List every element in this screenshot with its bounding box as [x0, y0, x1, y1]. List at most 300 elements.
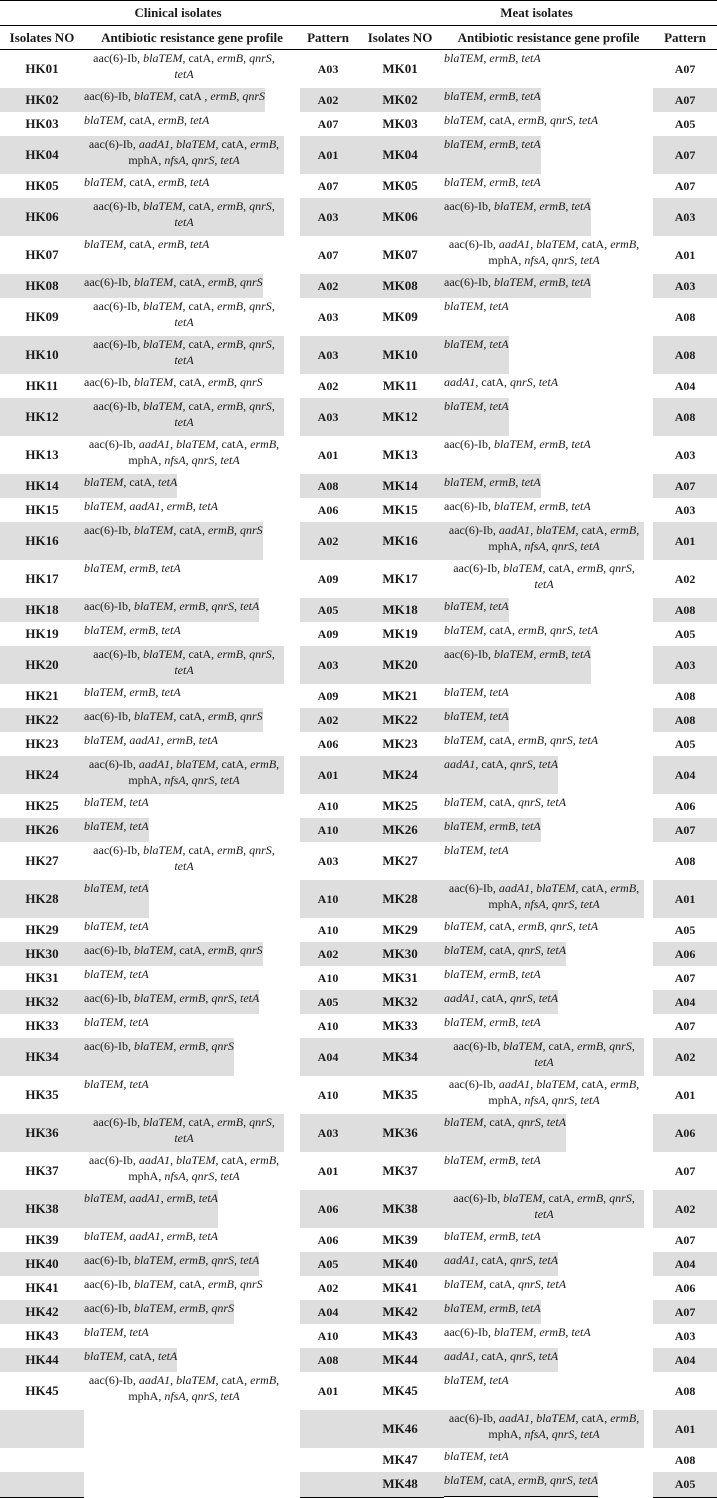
- table-row: [0, 436, 717, 474]
- clinical-gene-profile-text: aac(6)-Ib, blaTEM, catA, ermB, qnrS: [84, 1277, 263, 1291]
- meat-gene-profile: [444, 174, 541, 198]
- clinical-pattern: A05: [300, 1252, 356, 1276]
- meat-pattern: A01: [674, 248, 696, 262]
- clinical-gene-profile-text: blaTEM, tetA: [84, 795, 149, 809]
- meat-gene-profile-text: blaTEM, catA, qnrS, tetA: [444, 943, 567, 957]
- clinical-pattern: A04: [300, 1300, 356, 1324]
- clinical-pattern: A01: [300, 136, 356, 174]
- clinical-isolate-id: HK02: [0, 88, 84, 112]
- clinical-isolate-id: HK15: [25, 502, 59, 517]
- meat-pattern: A04: [653, 756, 717, 794]
- clinical-gene-profile-text: blaTEM, ermB, tetA: [84, 561, 181, 575]
- meat-gene-profile-text: blaTEM, tetA: [444, 299, 509, 313]
- meat-gene-profile: [444, 1252, 558, 1276]
- clinical-gene-profile: [84, 732, 218, 756]
- clinical-pattern: A02: [300, 708, 356, 732]
- clinical-isolate-id: HK23: [25, 736, 59, 751]
- meat-gene-profile-text: aac(6)-Ib, aadA1, blaTEM, catA, ermB, mphA, nfsA, qnrS, tetA: [448, 523, 640, 553]
- clinical-pattern: A03: [300, 398, 356, 436]
- meat-gene-profile: [444, 622, 598, 646]
- meat-isolate-id: MK14: [356, 474, 444, 498]
- clinical-pattern: [300, 1410, 356, 1448]
- table-row: [0, 298, 717, 336]
- clinical-gene-profile: [84, 136, 284, 174]
- clinical-gene-profile: [84, 1076, 149, 1114]
- clinical-isolate-id: HK38: [0, 1190, 84, 1228]
- clinical-gene-profile: [84, 818, 149, 842]
- clinical-isolate-id: HK07: [25, 247, 59, 262]
- meat-gene-profile: [444, 50, 541, 88]
- clinical-gene-profile: [84, 1252, 259, 1276]
- meat-gene-profile: [444, 274, 591, 298]
- meat-pattern: A06: [653, 1114, 717, 1152]
- table-row: [0, 918, 717, 942]
- meat-isolate-id: MK43: [382, 1328, 418, 1343]
- meat-pattern: A06: [674, 1281, 696, 1295]
- meat-isolate-id: MK07: [382, 247, 418, 262]
- table-row: [0, 1190, 717, 1228]
- table-row: [0, 942, 717, 966]
- clinical-gene-profile: [84, 522, 263, 560]
- clinical-gene-profile: [84, 942, 263, 966]
- meat-isolate-id: MK19: [382, 626, 418, 641]
- clinical-gene-profile-text: aac(6)-Ib, blaTEM, catA , ermB, qnrS: [84, 89, 265, 103]
- clinical-pattern: [300, 1472, 356, 1497]
- clinical-gene-profile-text: aac(6)-Ib, blaTEM, catA, ermB, qnrS, tetA: [93, 299, 275, 329]
- meat-pattern: A08: [653, 708, 717, 732]
- meat-isolate-id: MK29: [382, 922, 418, 937]
- clinical-gene-profile: [84, 646, 284, 684]
- table-row: [0, 112, 717, 136]
- clinical-pattern: A10: [317, 1088, 339, 1102]
- meat-isolate-id: MK44: [356, 1348, 444, 1372]
- meat-pattern: A07: [674, 1164, 696, 1178]
- clinical-isolate-id: HK01: [25, 61, 59, 76]
- meat-isolate-id: MK03: [382, 116, 418, 131]
- clinical-gene-profile: [84, 1190, 218, 1228]
- meat-isolate-id: MK15: [382, 502, 418, 517]
- meat-gene-profile-text: blaTEM, catA, ermB, qnrS, tetA: [444, 623, 599, 637]
- clinical-gene-profile-text: aac(6)-Ib, blaTEM, ermB, qnrS, tetA: [84, 1253, 260, 1267]
- clinical-isolate-id: HK05: [25, 178, 59, 193]
- clinical-isolate-id: HK16: [0, 522, 84, 560]
- clinical-pattern: A02: [317, 379, 339, 393]
- meat-gene-profile: [444, 1076, 644, 1114]
- meat-gene-profile-text: blaTEM, ermB, tetA: [444, 1015, 541, 1029]
- meat-pattern: A05: [674, 117, 696, 131]
- meat-isolate-id: MK26: [356, 818, 444, 842]
- meat-gene-profile-text: aac(6)-Ib, blaTEM, catA, ermB, qnrS, tetA: [453, 561, 635, 591]
- table-row: [0, 88, 717, 112]
- clinical-isolate-id: HK19: [25, 626, 59, 641]
- clinical-gene-profile-text: blaTEM, tetA: [84, 881, 149, 895]
- clinical-pattern: A10: [317, 923, 339, 937]
- clinical-gene-profile: [84, 436, 284, 474]
- meat-pattern: A02: [674, 572, 696, 586]
- clinical-gene-profile: [84, 1014, 149, 1038]
- clinical-gene-profile-text: blaTEM, tetA: [84, 919, 149, 933]
- meat-pattern: A07: [653, 136, 717, 174]
- clinical-pattern: A08: [300, 474, 356, 498]
- clinical-gene-profile-text: aac(6)-Ib, blaTEM, ermB, qnrS: [84, 1039, 234, 1053]
- clinical-gene-profile: [84, 842, 284, 880]
- clinical-gene-profile-text: blaTEM, tetA: [84, 1325, 149, 1339]
- clinical-isolate-id: [0, 1410, 84, 1448]
- clinical-isolate-id: [0, 1472, 84, 1497]
- table-row: [0, 1114, 717, 1152]
- meat-gene-profile: [444, 1300, 541, 1324]
- meat-gene-profile: [444, 1410, 644, 1448]
- clinical-isolate-id: HK33: [25, 1018, 59, 1033]
- meat-pattern: A08: [653, 598, 717, 622]
- meat-isolate-id: MK31: [382, 970, 418, 985]
- meat-pattern: A04: [674, 379, 696, 393]
- meat-pattern: A05: [653, 1472, 717, 1497]
- clinical-isolate-id: HK22: [0, 708, 84, 732]
- clinical-gene-profile: [84, 1324, 149, 1348]
- column-header-meat-gene-profile: Antibiotic resistance gene profile: [444, 26, 653, 50]
- clinical-isolate-id: HK39: [25, 1232, 59, 1247]
- meat-gene-profile: [444, 942, 566, 966]
- clinical-pattern: A10: [317, 799, 339, 813]
- meat-pattern: A07: [674, 971, 696, 985]
- meat-isolates-header: Meat isolates: [356, 1, 717, 26]
- meat-gene-profile-text: blaTEM, ermB, tetA: [444, 1153, 541, 1167]
- clinical-gene-profile-text: blaTEM, catA, ermB, tetA: [84, 237, 210, 251]
- meat-isolate-id: MK08: [356, 274, 444, 298]
- meat-gene-profile-text: aac(6)-Ib, aadA1, blaTEM, catA, ermB, mphA, nfsA, qnrS, tetA: [448, 1411, 640, 1441]
- clinical-gene-profile-text: blaTEM, catA, tetA: [84, 475, 178, 489]
- meat-gene-profile-text: aac(6)-Ib, blaTEM, ermB, tetA: [444, 647, 591, 661]
- meat-gene-profile: [444, 1324, 591, 1348]
- meat-gene-profile: [444, 646, 591, 684]
- clinical-isolate-id: HK10: [0, 336, 84, 374]
- meat-gene-profile-text: blaTEM, ermB, tetA: [444, 1301, 541, 1315]
- clinical-gene-profile: [84, 708, 263, 732]
- meat-gene-profile-text: aac(6)-Ib, blaTEM, ermB, tetA: [444, 199, 591, 213]
- clinical-gene-profile: [84, 1372, 284, 1410]
- clinical-pattern: A02: [300, 88, 356, 112]
- column-header-clinical-isolate-no: Isolates NO: [0, 26, 84, 50]
- clinical-pattern: A10: [317, 1329, 339, 1343]
- meat-gene-profile-text: blaTEM, catA, qnrS, tetA: [444, 795, 567, 809]
- clinical-isolate-id: HK06: [0, 198, 84, 236]
- clinical-gene-profile-text: blaTEM, aadA1, ermB, tetA: [84, 1229, 219, 1243]
- meat-gene-profile-text: aadA1, catA, qnrS, tetA: [444, 991, 559, 1005]
- meat-gene-profile: [444, 708, 509, 732]
- meat-gene-profile: [444, 990, 558, 1014]
- meat-gene-profile-text: aac(6)-Ib, blaTEM, catA, ermB, qnrS, tetA: [453, 1191, 635, 1221]
- meat-gene-profile: [444, 1114, 566, 1152]
- meat-pattern: A01: [674, 1088, 696, 1102]
- table-row: [0, 756, 717, 794]
- clinical-gene-profile-text: blaTEM, aadA1, ermB, tetA: [84, 1191, 219, 1205]
- clinical-gene-profile-text: aac(6)-Ib, aadA1, blaTEM, catA, ermB, mphA, nfsA, qnrS, tetA: [88, 1153, 280, 1183]
- clinical-gene-profile: [84, 174, 209, 198]
- meat-pattern: A06: [653, 942, 717, 966]
- column-header-clinical-pattern: Pattern: [300, 26, 356, 50]
- clinical-pattern: A02: [300, 522, 356, 560]
- meat-gene-profile-text: blaTEM, catA, qnrS, tetA: [444, 1277, 567, 1291]
- meat-gene-profile: [444, 474, 541, 498]
- clinical-isolate-id: HK26: [0, 818, 84, 842]
- table-row: [0, 398, 717, 436]
- meat-gene-profile: [444, 374, 558, 398]
- clinical-gene-profile: [84, 398, 284, 436]
- clinical-isolate-id: HK43: [25, 1328, 59, 1343]
- meat-pattern: A05: [674, 923, 696, 937]
- clinical-pattern: A01: [300, 756, 356, 794]
- meat-pattern: A03: [653, 198, 717, 236]
- clinical-isolate-id: HK12: [0, 398, 84, 436]
- meat-gene-profile-text: aadA1, catA, qnrS, tetA: [444, 375, 559, 389]
- table-row: [0, 732, 717, 756]
- clinical-isolate-id: HK25: [25, 798, 59, 813]
- meat-pattern: A02: [653, 1190, 717, 1228]
- clinical-pattern: A09: [317, 627, 339, 641]
- meat-pattern: A03: [653, 646, 717, 684]
- meat-pattern: A08: [674, 310, 696, 324]
- meat-gene-profile-text: aac(6)-Ib, blaTEM, ermB, tetA: [444, 437, 591, 451]
- table-row: [0, 1410, 717, 1448]
- clinical-isolate-id: HK29: [25, 922, 59, 937]
- clinical-gene-profile: [84, 560, 181, 598]
- meat-isolate-id: MK33: [382, 1018, 418, 1033]
- clinical-isolate-id: HK17: [25, 571, 59, 586]
- clinical-pattern: A03: [317, 310, 339, 324]
- clinical-gene-profile-text: blaTEM, tetA: [84, 967, 149, 981]
- clinical-gene-profile: [84, 598, 259, 622]
- table-row: [0, 646, 717, 684]
- clinical-gene-profile: [84, 1348, 177, 1372]
- column-header-meat-isolate-no: Isolates NO: [356, 26, 444, 50]
- table-row: [0, 1014, 717, 1038]
- clinical-gene-profile-text: blaTEM, ermB, tetA: [84, 623, 181, 637]
- meat-gene-profile-text: blaTEM, ermB, tetA: [444, 1229, 541, 1243]
- meat-isolate-id: MK10: [356, 336, 444, 374]
- meat-isolate-id: MK12: [356, 398, 444, 436]
- meat-gene-profile: [444, 298, 509, 336]
- meat-gene-profile-text: blaTEM, ermB, tetA: [444, 175, 541, 189]
- meat-isolate-id: MK01: [382, 61, 418, 76]
- meat-isolate-id: MK24: [356, 756, 444, 794]
- clinical-pattern: A07: [317, 117, 339, 131]
- meat-gene-profile: [444, 794, 566, 818]
- meat-pattern: A01: [653, 1410, 717, 1448]
- clinical-isolate-id: HK30: [0, 942, 84, 966]
- meat-pattern: A04: [653, 1252, 717, 1276]
- table-row: [0, 1152, 717, 1190]
- clinical-gene-profile-text: aac(6)-Ib, aadA1, blaTEM, catA, ermB, mphA, nfsA, qnrS, tetA: [88, 757, 280, 787]
- clinical-gene-profile: [84, 336, 284, 374]
- table-row: [0, 374, 717, 398]
- meat-pattern: A03: [674, 503, 696, 517]
- meat-isolate-id: MK11: [382, 378, 418, 393]
- clinical-gene-profile: [84, 236, 209, 274]
- meat-isolate-id: MK23: [382, 736, 418, 751]
- meat-pattern: A06: [674, 799, 696, 813]
- meat-isolate-id: MK32: [356, 990, 444, 1014]
- meat-gene-profile: [444, 1372, 509, 1410]
- meat-isolate-id: MK28: [356, 880, 444, 918]
- clinical-isolate-id: HK34: [0, 1038, 84, 1076]
- table-row: [0, 1324, 717, 1348]
- meat-isolate-id: MK36: [356, 1114, 444, 1152]
- table-row: [0, 1448, 717, 1472]
- meat-pattern: A07: [674, 1019, 696, 1033]
- clinical-pattern: A02: [300, 942, 356, 966]
- table-row: [0, 1348, 717, 1372]
- clinical-gene-profile: [84, 374, 263, 398]
- meat-gene-profile-text: blaTEM, ermB, tetA: [444, 967, 541, 981]
- meat-pattern: A07: [674, 1233, 696, 1247]
- meat-isolate-id: MK27: [382, 853, 418, 868]
- table-row: [0, 50, 717, 89]
- clinical-pattern: A07: [317, 248, 339, 262]
- meat-gene-profile: [444, 112, 598, 136]
- clinical-pattern: A10: [317, 1019, 339, 1033]
- meat-isolate-id: MK16: [356, 522, 444, 560]
- clinical-gene-profile: [84, 88, 265, 112]
- table-row: [0, 1372, 717, 1410]
- table-row: [0, 236, 717, 274]
- clinical-pattern: A01: [317, 1164, 339, 1178]
- clinical-gene-profile: [84, 684, 181, 708]
- meat-gene-profile: [444, 398, 509, 436]
- meat-isolate-id: MK40: [356, 1252, 444, 1276]
- table-row: [0, 1252, 717, 1276]
- clinical-gene-profile: [84, 298, 284, 336]
- meat-gene-profile-text: aac(6)-Ib, blaTEM, catA, ermB, qnrS, tetA: [453, 1039, 635, 1069]
- meat-isolate-id: MK48: [356, 1472, 444, 1497]
- meat-isolate-id: MK09: [382, 309, 418, 324]
- table-row: [0, 474, 717, 498]
- meat-isolate-id: MK45: [382, 1383, 418, 1398]
- meat-pattern: A04: [653, 1348, 717, 1372]
- meat-gene-profile: [444, 1228, 541, 1252]
- clinical-gene-profile-text: aac(6)-Ib, aadA1, blaTEM, catA, ermB, mphA, nfsA, qnrS, tetA: [88, 137, 280, 167]
- clinical-gene-profile: [84, 1276, 263, 1300]
- meat-isolate-id: MK39: [382, 1232, 418, 1247]
- meat-pattern: A07: [653, 474, 717, 498]
- meat-gene-profile: [444, 1038, 644, 1076]
- clinical-pattern: A05: [300, 990, 356, 1014]
- meat-gene-profile: [444, 1014, 541, 1038]
- meat-gene-profile: [444, 1276, 566, 1300]
- clinical-gene-profile-text: blaTEM, aadA1, ermB, tetA: [84, 733, 219, 747]
- meat-isolate-id: MK46: [356, 1410, 444, 1448]
- meat-isolate-id: MK04: [356, 136, 444, 174]
- table-row: [0, 1276, 717, 1300]
- meat-pattern: A05: [674, 737, 696, 751]
- clinical-isolate-id: HK36: [0, 1114, 84, 1152]
- meat-gene-profile: [444, 560, 644, 598]
- meat-gene-profile: [444, 598, 509, 622]
- meat-gene-profile-text: blaTEM, ermB, tetA: [444, 89, 541, 103]
- clinical-isolate-id: [0, 1448, 84, 1472]
- clinical-gene-profile-text: aac(6)-Ib, aadA1, blaTEM, catA, ermB, mphA, nfsA, qnrS, tetA: [88, 437, 280, 467]
- meat-isolate-id: MK41: [382, 1280, 418, 1295]
- meat-pattern: A08: [674, 854, 696, 868]
- table-row: [0, 1472, 717, 1497]
- meat-gene-profile-text: blaTEM, catA, qnrS, tetA: [444, 1115, 567, 1129]
- table-row: [0, 880, 717, 918]
- table-row: [0, 174, 717, 198]
- table-body: [0, 50, 717, 1498]
- clinical-pattern: A03: [300, 336, 356, 374]
- meat-isolate-id: MK20: [356, 646, 444, 684]
- clinical-gene-profile-text: blaTEM, tetA: [84, 1015, 149, 1029]
- meat-gene-profile-text: blaTEM, catA, ermB, qnrS, tetA: [444, 113, 599, 127]
- clinical-gene-profile: [84, 918, 149, 942]
- meat-gene-profile-text: aac(6)-Ib, blaTEM, ermB, tetA: [444, 499, 591, 513]
- table-row: [0, 498, 717, 522]
- clinical-gene-profile: [84, 756, 284, 794]
- clinical-isolates-header: Clinical isolates: [0, 1, 356, 26]
- table-row: [0, 336, 717, 374]
- meat-pattern: A02: [653, 1038, 717, 1076]
- meat-pattern: A01: [653, 880, 717, 918]
- meat-pattern: A03: [674, 448, 696, 462]
- meat-pattern: A07: [653, 818, 717, 842]
- meat-gene-profile: [444, 336, 509, 374]
- meat-gene-profile-text: aac(6)-Ib, blaTEM, ermB, tetA: [444, 275, 591, 289]
- clinical-gene-profile: [84, 1228, 218, 1252]
- clinical-gene-profile-text: aac(6)-Ib, blaTEM, catA, ermB, qnrS, tetA: [93, 1115, 275, 1145]
- clinical-gene-profile: [84, 1152, 284, 1190]
- table-row: [0, 1038, 717, 1076]
- clinical-isolate-id: HK31: [25, 970, 59, 985]
- clinical-gene-profile: [84, 990, 259, 1014]
- clinical-isolate-id: HK11: [25, 378, 59, 393]
- meat-isolate-id: MK17: [382, 571, 418, 586]
- clinical-gene-profile-text: aac(6)-Ib, blaTEM, catA, ermB, qnrS, tetA: [93, 337, 275, 367]
- meat-isolate-id: MK22: [356, 708, 444, 732]
- meat-gene-profile-text: aadA1, catA, qnrS, tetA: [444, 1349, 559, 1363]
- table-row: [0, 794, 717, 818]
- clinical-pattern: A09: [317, 572, 339, 586]
- clinical-gene-profile: [84, 794, 149, 818]
- clinical-gene-profile-text: aac(6)-Ib, blaTEM, catA, ermB, qnrS, tetA: [93, 199, 275, 229]
- clinical-isolate-id: HK18: [0, 598, 84, 622]
- table-row: [0, 966, 717, 990]
- clinical-pattern: [300, 1448, 356, 1472]
- meat-pattern: A08: [674, 1384, 696, 1398]
- clinical-pattern: A01: [317, 448, 339, 462]
- clinical-pattern: A03: [300, 646, 356, 684]
- meat-isolate-id: MK42: [356, 1300, 444, 1324]
- clinical-isolate-id: HK20: [0, 646, 84, 684]
- clinical-gene-profile-text: aac(6)-Ib, blaTEM, catA, ermB, qnrS, tetA: [93, 647, 275, 677]
- clinical-gene-profile-text: aac(6)-Ib, blaTEM, catA, ermB, qnrS, tetA: [93, 843, 275, 873]
- clinical-pattern: A03: [317, 62, 339, 76]
- meat-gene-profile-text: blaTEM, ermB, tetA: [444, 819, 541, 833]
- clinical-isolate-id: HK42: [0, 1300, 84, 1324]
- table-row: [0, 842, 717, 880]
- meat-pattern: A07: [653, 1300, 717, 1324]
- clinical-pattern: A06: [317, 737, 339, 751]
- column-header-clinical-gene-profile: Antibiotic resistance gene profile: [84, 26, 300, 50]
- clinical-pattern: A03: [300, 198, 356, 236]
- meat-pattern: A03: [653, 274, 717, 298]
- clinical-gene-profile: [84, 622, 181, 646]
- clinical-pattern: A02: [300, 274, 356, 298]
- clinical-gene-profile: [84, 198, 284, 236]
- table-row: [0, 1076, 717, 1114]
- clinical-pattern: A06: [300, 1190, 356, 1228]
- meat-gene-profile: [444, 88, 541, 112]
- meat-pattern: A05: [674, 627, 696, 641]
